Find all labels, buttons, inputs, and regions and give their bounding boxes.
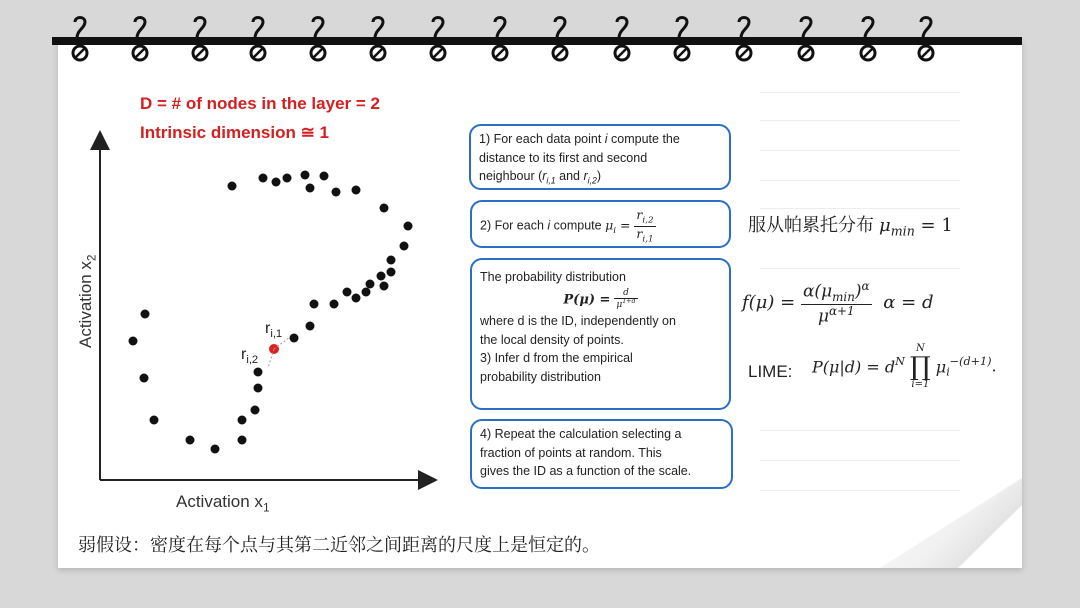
step2-box: 2) For each i compute $\mu_i$ = $\frac{r_{i,2}}{r_{i,1}}$ xyxy=(470,200,731,248)
step3-line3: the local density of points. xyxy=(480,332,624,347)
step3-line4: 3) Infer d from the empirical xyxy=(480,351,633,366)
data-point xyxy=(362,288,371,297)
data-point xyxy=(254,368,263,377)
data-point xyxy=(404,222,413,231)
data-point xyxy=(352,294,361,303)
r2-label: $r_{i,2}$ xyxy=(241,346,259,367)
data-point xyxy=(251,406,260,415)
step4-box xyxy=(470,419,733,489)
data-point xyxy=(238,436,247,445)
step3-line2: where d is the ID, independently on xyxy=(480,314,676,329)
data-point xyxy=(380,204,389,213)
data-point xyxy=(400,242,409,251)
x-axis-label: Activation $x_1$ xyxy=(176,492,270,515)
data-point xyxy=(310,300,319,309)
data-point xyxy=(228,182,237,191)
data-point xyxy=(129,337,138,346)
data-point xyxy=(332,188,341,197)
data-point xyxy=(301,171,310,180)
data-point xyxy=(259,174,268,183)
step4-line1: 4) Repeat the calculation selecting a xyxy=(480,427,682,441)
data-point xyxy=(283,174,292,183)
step4-line3: gives the ID as a function of the scale. xyxy=(480,464,692,478)
data-point xyxy=(306,322,315,331)
d-label: D = # of nodes in the layer = 2 xyxy=(140,94,380,113)
data-point xyxy=(238,416,247,425)
data-point xyxy=(380,282,389,291)
data-point xyxy=(352,186,361,195)
data-point xyxy=(290,334,299,343)
pareto-statement: 服从帕累托分布 $\mu_{min} = 1$ xyxy=(748,215,953,239)
data-point xyxy=(272,178,281,187)
intrinsic-dimension-label: Intrinsic dimension ≅ 1 xyxy=(140,123,330,142)
lime-label: LIME: xyxy=(748,362,793,381)
data-point xyxy=(343,288,352,297)
pareto-formula: P(μ) = $\frac{d}{\mu^{1+d}}$ xyxy=(563,287,636,310)
data-point xyxy=(140,374,149,383)
lime-formula: $P(\mu|d) = d^N$ N ∏ i=1 $\mu_i^{-(d+1)}$. xyxy=(812,343,997,390)
step3-box xyxy=(470,258,731,410)
data-point xyxy=(141,310,150,319)
step3-line1: The probability distribution xyxy=(480,270,626,284)
data-point xyxy=(254,384,263,393)
step3-line5: probability distribution xyxy=(480,369,601,384)
step1-line1: 1) For each data point i compute the xyxy=(479,132,680,146)
data-point xyxy=(186,436,195,445)
footer-assumption: 弱假设：密度在每个点与其第二近邻之间距离的尺度上是恒定的。 xyxy=(78,535,600,555)
data-point xyxy=(330,300,339,309)
data-point xyxy=(211,445,220,454)
data-point xyxy=(387,268,396,277)
data-point xyxy=(150,416,159,425)
y-axis-label: Activation $x_2$ xyxy=(76,254,99,348)
data-point xyxy=(377,272,386,281)
step1-box xyxy=(469,124,731,190)
data-point xyxy=(387,256,396,265)
step1-line3: neighbour ($r_{i,1}$ and $r_{i,2}$) xyxy=(479,169,602,186)
step1-line2: distance to its first and second xyxy=(479,150,648,165)
pareto-density-formula: f(μ) = $\frac{\alpha(\mu_{min})^\alpha}{\mu^{\alpha+1}}$ α = d xyxy=(742,279,934,327)
data-point xyxy=(320,172,329,181)
data-point xyxy=(306,184,315,193)
ratio-fraction: $\frac{r_{i,2}}{r_{i,1}}$ xyxy=(636,207,654,245)
step4-line2: fraction of points at random. This xyxy=(480,445,662,460)
r1-label: $r_{i,1}$ xyxy=(265,320,283,341)
data-point xyxy=(366,280,375,289)
